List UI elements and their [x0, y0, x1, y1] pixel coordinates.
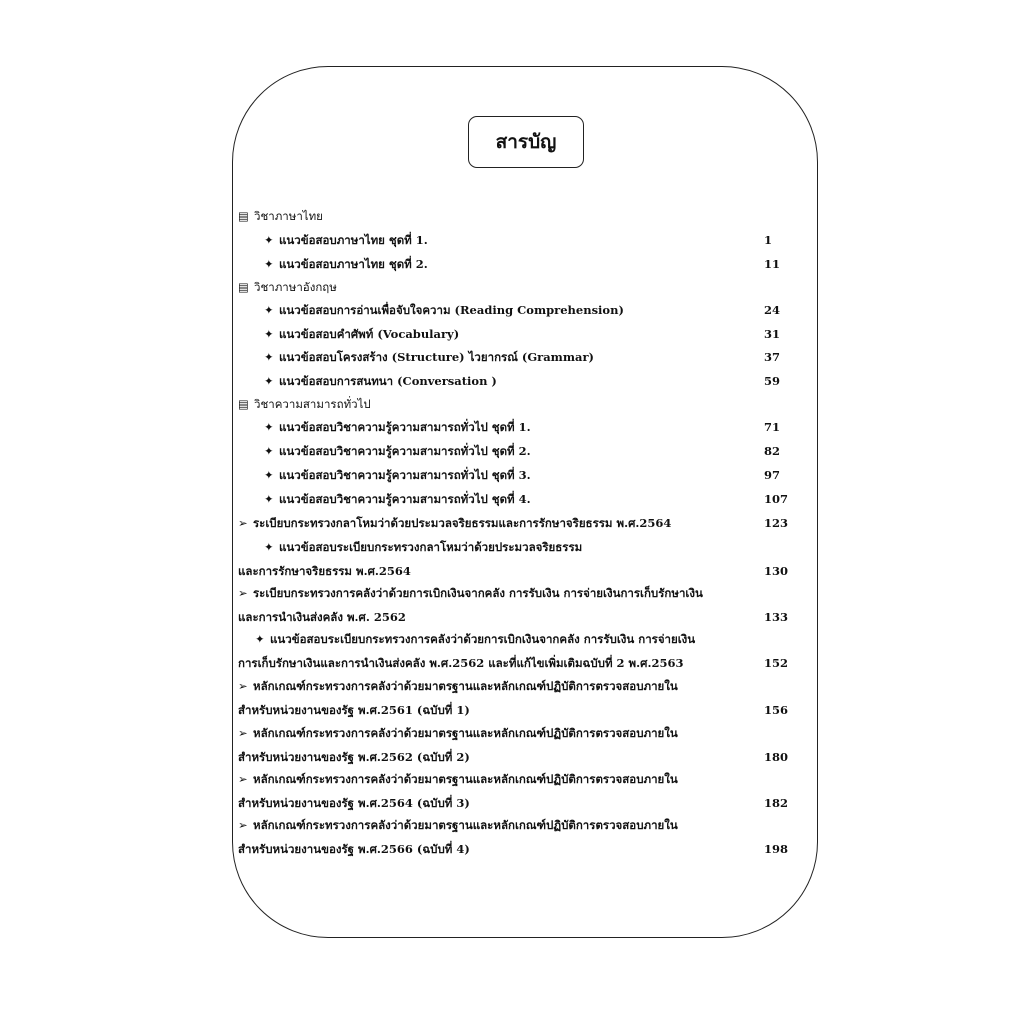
- page-number: 37: [764, 350, 781, 364]
- page-number: 24: [764, 303, 781, 317]
- toc-entry[interactable]: [238, 675, 798, 722]
- four-point-star-icon: ✦: [264, 540, 274, 554]
- toc-entry[interactable]: [238, 722, 798, 769]
- arrow-head-icon: ➢: [238, 726, 248, 740]
- four-point-star-icon: ✦: [264, 327, 274, 341]
- four-point-star-icon: ✦: [264, 374, 274, 388]
- toc-entry-text-continued: สำหรับหน่วยงานของรัฐ พ.ศ.2561 (ฉบับที่ 1): [238, 702, 470, 717]
- page-number: 180: [764, 749, 789, 764]
- toc-entry[interactable]: [238, 393, 798, 417]
- toc-entry-text-continued: และการนำเงินส่งคลัง พ.ศ. 2562: [238, 609, 406, 624]
- toc-entry-text: แนวข้อสอบภาษาไทย ชุดที่ 2.: [279, 257, 428, 271]
- toc-entry-text: หลักเกณฑ์กระทรวงการคลังว่าด้วยมาตรฐานและหลักเกณฑ์ปฏิบัติการตรวจสอบภายใน: [253, 679, 678, 693]
- toc-entry[interactable]: [238, 416, 798, 440]
- four-point-star-icon: ✦: [264, 350, 274, 364]
- four-point-star-icon: ✦: [264, 233, 274, 247]
- toc-entry[interactable]: [238, 582, 798, 629]
- four-point-star-icon: ✦: [264, 468, 274, 482]
- toc-entry[interactable]: [238, 814, 798, 861]
- toc-entry-text: วิชาความสามารถทั่วไป: [254, 397, 371, 411]
- arrow-head-icon: ➢: [238, 679, 248, 693]
- arrow-head-icon: ➢: [238, 586, 248, 600]
- page-number: 198: [764, 841, 789, 856]
- book-stack-icon: ▤: [238, 209, 249, 223]
- toc-entry-text-continued: และการรักษาจริยธรรม พ.ศ.2564: [238, 563, 411, 578]
- toc-entry-text: วิชาภาษาไทย: [254, 209, 323, 223]
- page-number: 182: [764, 795, 789, 810]
- toc-entry-text: ระเบียบกระทรวงการคลังว่าด้วยการเบิกเงินจากคลัง การรับเงิน การจ่ายเงินการเก็บรักษาเงิน: [253, 586, 703, 600]
- page-number: 133: [764, 609, 789, 624]
- page-number: 123: [764, 516, 789, 530]
- page-number: 107: [764, 492, 789, 506]
- toc-entry[interactable]: [238, 276, 798, 300]
- toc-entry-text: หลักเกณฑ์กระทรวงการคลังว่าด้วยมาตรฐานและหลักเกณฑ์ปฏิบัติการตรวจสอบภายใน: [253, 818, 678, 832]
- toc-entry-text: แนวข้อสอบวิชาความรู้ความสามารถทั่วไป ชุดที่ 1.: [279, 420, 531, 434]
- toc-entry-text: แนวข้อสอบวิชาความรู้ความสามารถทั่วไป ชุดที่ 4.: [279, 492, 531, 506]
- toc-entry-text: แนวข้อสอบระเบียบกระทรวงกลาโหมว่าด้วยประมวลจริยธรรม: [279, 540, 583, 554]
- page-number: 152: [764, 655, 789, 670]
- toc-entry-text-continued: สำหรับหน่วยงานของรัฐ พ.ศ.2562 (ฉบับที่ 2): [238, 749, 470, 764]
- four-point-star-icon: ✦: [255, 632, 265, 646]
- toc-entry-text: แนวข้อสอบการอ่านเพื่อจับใจความ (Reading Comprehension): [279, 303, 624, 317]
- four-point-star-icon: ✦: [264, 492, 274, 506]
- toc-entry[interactable]: [238, 299, 798, 323]
- page-number: 130: [764, 563, 789, 578]
- arrow-head-icon: ➢: [238, 772, 248, 786]
- book-stack-icon: ▤: [238, 280, 249, 294]
- page-number: 82: [764, 444, 781, 458]
- page-title-text: สารบัญ: [495, 131, 557, 153]
- toc-entry-text: แนวข้อสอบคำศัพท์ (Vocabulary): [279, 327, 460, 341]
- toc-entry-text: แนวข้อสอบภาษาไทย ชุดที่ 1.: [279, 233, 428, 247]
- four-point-star-icon: ✦: [264, 420, 274, 434]
- toc-entry-text: หลักเกณฑ์กระทรวงการคลังว่าด้วยมาตรฐานและหลักเกณฑ์ปฏิบัติการตรวจสอบภายใน: [253, 726, 678, 740]
- toc-entry-text: หลักเกณฑ์กระทรวงการคลังว่าด้วยมาตรฐานและหลักเกณฑ์ปฏิบัติการตรวจสอบภายใน: [253, 772, 678, 786]
- toc-entry-text-continued: การเก็บรักษาเงินและการนำเงินส่งคลัง พ.ศ.2562 และที่แก้ไขเพิ่มเติมฉบับที่ 2 พ.ศ.2563: [238, 655, 684, 670]
- toc-entry[interactable]: [238, 536, 798, 583]
- arrow-head-icon: ➢: [238, 818, 248, 832]
- toc-entry[interactable]: [238, 628, 798, 675]
- toc-entry[interactable]: [238, 488, 798, 512]
- page-number: 1: [764, 233, 773, 247]
- page-number: 31: [764, 327, 781, 341]
- four-point-star-icon: ✦: [264, 303, 274, 317]
- four-point-star-icon: ✦: [264, 257, 274, 271]
- toc-entry-text: แนวข้อสอบวิชาความรู้ความสามารถทั่วไป ชุดที่ 3.: [279, 468, 531, 482]
- page-number: 156: [764, 702, 789, 717]
- toc-entry-text: แนวข้อสอบระเบียบกระทรวงการคลังว่าด้วยการเบิกเงินจากคลัง การรับเงิน การจ่ายเงิน: [270, 632, 696, 646]
- toc-entry[interactable]: [238, 346, 798, 370]
- toc-entry[interactable]: [238, 768, 798, 815]
- toc-entry-text: แนวข้อสอบโครงสร้าง (Structure) ไวยากรณ์ (Grammar): [279, 350, 594, 364]
- toc-entry-text: วิชาภาษาอังกฤษ: [254, 280, 337, 294]
- book-stack-icon: ▤: [238, 397, 249, 411]
- toc-entry-text: ระเบียบกระทรวงกลาโหมว่าด้วยประมวลจริยธรรมและการรักษาจริยธรรม พ.ศ.2564: [253, 516, 672, 530]
- toc-entry[interactable]: [238, 512, 798, 536]
- page-number: 71: [764, 420, 781, 434]
- page-number: 97: [764, 468, 781, 482]
- toc-entry-text-continued: สำหรับหน่วยงานของรัฐ พ.ศ.2564 (ฉบับที่ 3): [238, 795, 470, 810]
- toc-entry-text-continued: สำหรับหน่วยงานของรัฐ พ.ศ.2566 (ฉบับที่ 4): [238, 841, 470, 856]
- page-number: 11: [764, 257, 781, 271]
- toc-entry-text: แนวข้อสอบวิชาความรู้ความสามารถทั่วไป ชุดที่ 2.: [279, 444, 531, 458]
- page-title: [468, 116, 584, 168]
- toc-entry[interactable]: [238, 323, 798, 347]
- toc-entry[interactable]: [238, 253, 798, 277]
- toc-entry[interactable]: [238, 205, 798, 229]
- arrow-head-icon: ➢: [238, 516, 248, 530]
- toc-entry[interactable]: [238, 464, 798, 488]
- four-point-star-icon: ✦: [264, 444, 274, 458]
- toc-entry[interactable]: [238, 370, 798, 394]
- toc-entry[interactable]: [238, 229, 798, 253]
- toc-entry-text: แนวข้อสอบการสนทนา (Conversation ): [279, 374, 497, 388]
- toc-entry[interactable]: [238, 440, 798, 464]
- page-number: 59: [764, 374, 781, 388]
